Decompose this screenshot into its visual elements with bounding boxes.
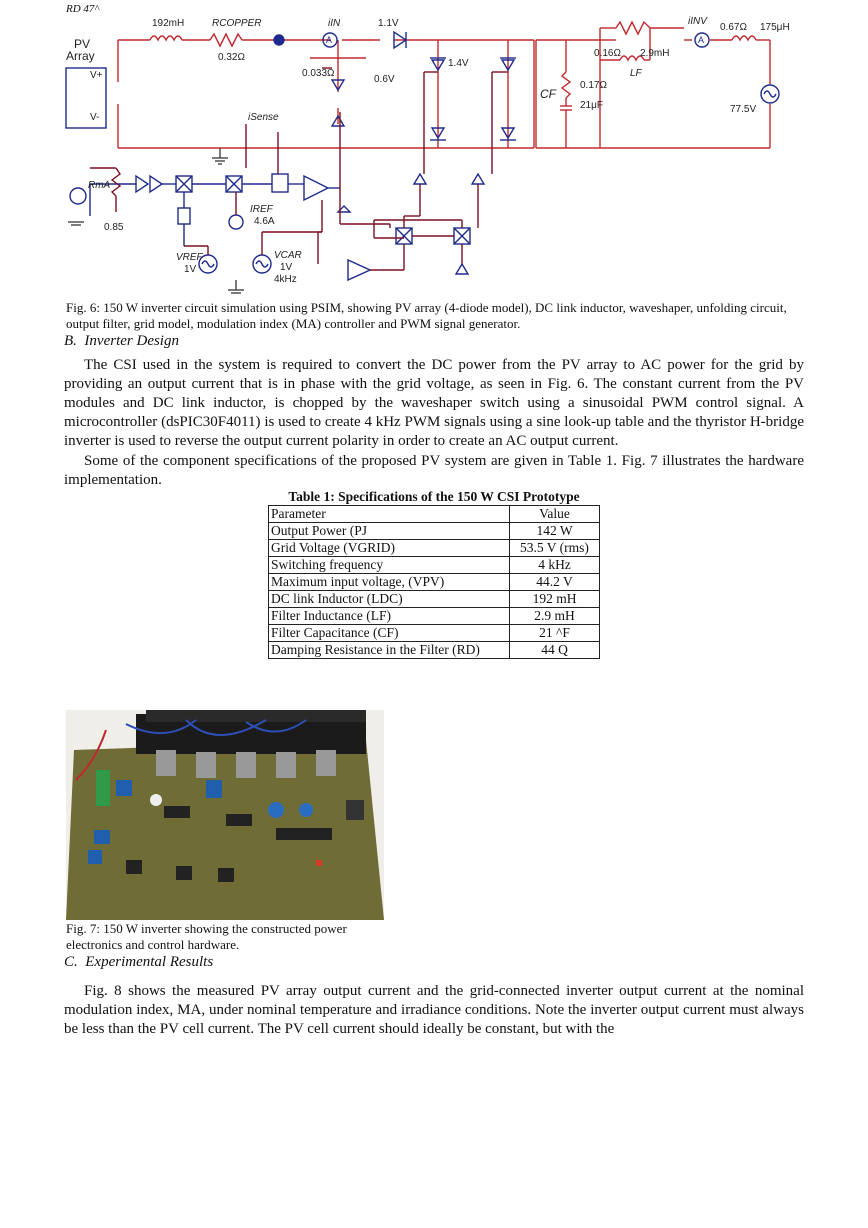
svg-text:0.033Ω: 0.033Ω <box>302 68 335 79</box>
svg-text:iIN: iIN <box>328 18 341 29</box>
svg-text:iINV: iINV <box>688 16 707 27</box>
svg-text:0.6V: 0.6V <box>374 74 395 85</box>
svg-text:2.9mH: 2.9mH <box>640 48 670 59</box>
table-cell: Grid Voltage (VGRID) <box>269 540 510 557</box>
svg-text:0.16Ω: 0.16Ω <box>594 48 621 59</box>
svg-text:0.17Ω: 0.17Ω <box>580 80 607 91</box>
table-row <box>269 540 600 557</box>
section-c-heading <box>64 954 213 971</box>
svg-text:LF: LF <box>630 68 642 79</box>
table-cell: 192 mH <box>510 591 600 608</box>
table-row <box>269 591 600 608</box>
table-cell: Output Power (PJ <box>269 523 510 540</box>
rd-label: RD 47^ <box>66 3 100 15</box>
control-wires <box>90 68 508 270</box>
svg-text:VCAR: VCAR <box>274 250 302 261</box>
table-row <box>269 625 600 642</box>
table-cell: Damping Resistance in the Filter (RD) <box>269 642 510 659</box>
paragraph-c1: Fig. 8 shows the measured PV array output current and the grid-connected inverter output current at the nominal modulation index, MA, under nominal temperature and irradiance conditions. Note the inverter output current must always be less than the PV cell current. The PV cell current should ideally be constant, but with the <box>64 983 804 1037</box>
svg-text:4kHz: 4kHz <box>274 274 297 285</box>
svg-text:VREF: VREF <box>176 252 203 263</box>
svg-text:iSense: iSense <box>248 112 279 123</box>
svg-text:PV: PV <box>74 37 91 51</box>
svg-text:21μF: 21μF <box>580 100 603 111</box>
svg-text:RmA: RmA <box>88 180 111 191</box>
ground-symbols <box>68 148 244 293</box>
section-c-letter: C. <box>64 954 78 970</box>
section-c-title: Experimental Results <box>85 954 214 970</box>
circuit-schematic <box>60 12 800 298</box>
table-header-cell: Value <box>510 506 600 523</box>
table-cell: 2.9 mH <box>510 608 600 625</box>
table-cell: Filter Inductance (LF) <box>269 608 510 625</box>
svg-text:A: A <box>698 35 705 45</box>
paragraph-b2: Some of the component specifications of the proposed PV system are given in Table 1. Fig. 7 illustrates the hardware implementation. <box>64 453 804 488</box>
table-cell: 4 kHz <box>510 557 600 574</box>
table-row <box>269 523 600 540</box>
table-row <box>269 574 600 591</box>
table-cell: 21 ^F <box>510 625 600 642</box>
table-header-row <box>269 506 600 523</box>
svg-text:A: A <box>326 35 333 45</box>
hardware-photo <box>66 710 384 920</box>
table-cell: 44 Q <box>510 642 600 659</box>
section-b-letter: B. <box>64 333 77 349</box>
svg-text:1.1V: 1.1V <box>378 18 399 29</box>
spec-table-block <box>268 489 600 659</box>
table-header-cell: Parameter <box>269 506 510 523</box>
table-cell: Switching frequency <box>269 557 510 574</box>
svg-text:V-: V- <box>90 112 100 123</box>
table-cell: Maximum input voltage, (VPV) <box>269 574 510 591</box>
table-row <box>269 608 600 625</box>
svg-text:0.32Ω: 0.32Ω <box>218 52 245 63</box>
svg-text:1V: 1V <box>184 264 197 275</box>
table-cell: 142 W <box>510 523 600 540</box>
svg-text:1.4V: 1.4V <box>448 58 469 69</box>
svg-text:Array: Array <box>66 49 95 63</box>
svg-text:IREF: IREF <box>250 204 273 215</box>
svg-text:0.85: 0.85 <box>104 222 124 233</box>
fig7-caption: Fig. 7: 150 W inverter showing the constructed power electronics and control hardware. <box>66 921 347 952</box>
table-cell: 44.2 V <box>510 574 600 591</box>
fig6-caption: Fig. 6: 150 W inverter circuit simulation using PSIM, showing PV array (4-diode model), DC link inductor, waveshaper, unfolding circuit, output filter, grid model, modulation index (MA) controller and PWM signal generator. <box>66 300 787 331</box>
section-b-heading <box>64 333 179 350</box>
svg-text:V+: V+ <box>90 70 103 81</box>
section-b-title: Inverter Design <box>84 333 179 349</box>
table-row <box>269 642 600 659</box>
table-row <box>269 557 600 574</box>
table-cell: DC link Inductor (LDC) <box>269 591 510 608</box>
svg-text:192mH: 192mH <box>152 18 185 29</box>
svg-text:0.67Ω: 0.67Ω <box>720 22 747 33</box>
svg-text:CF: CF <box>540 87 556 101</box>
paragraph-b1: The CSI used in the system is required to convert the DC power from the PV array to AC power for the grid by providing an output current that is in phase with the grid voltage, as seen in Fig. 6. The constant current from the PV modules and DC link inductor, is chopped by the waveshaper switch using a sinusoidal PWM control signal. A microcontroller (dsPIC30F4011) is used to create 4 kHz PWM signals using a sine look-up table and the thyristor H-bridge inverter is used to reverse the output current polarity in order to create an AC output current. <box>64 357 804 449</box>
pcb-illustration <box>66 710 384 920</box>
svg-text:77.5V: 77.5V <box>730 104 757 115</box>
svg-text:175μH: 175μH <box>760 22 790 33</box>
table-cell: Filter Capacitance (CF) <box>269 625 510 642</box>
svg-text:4.6A: 4.6A <box>254 216 275 227</box>
spec-table <box>268 505 600 659</box>
svg-text:1V: 1V <box>280 262 293 273</box>
table-cell: 53.5 V (rms) <box>510 540 600 557</box>
table-title: Table 1: Specifications of the 150 W CSI Prototype <box>288 489 580 504</box>
svg-text:RCOPPER: RCOPPER <box>212 18 262 29</box>
